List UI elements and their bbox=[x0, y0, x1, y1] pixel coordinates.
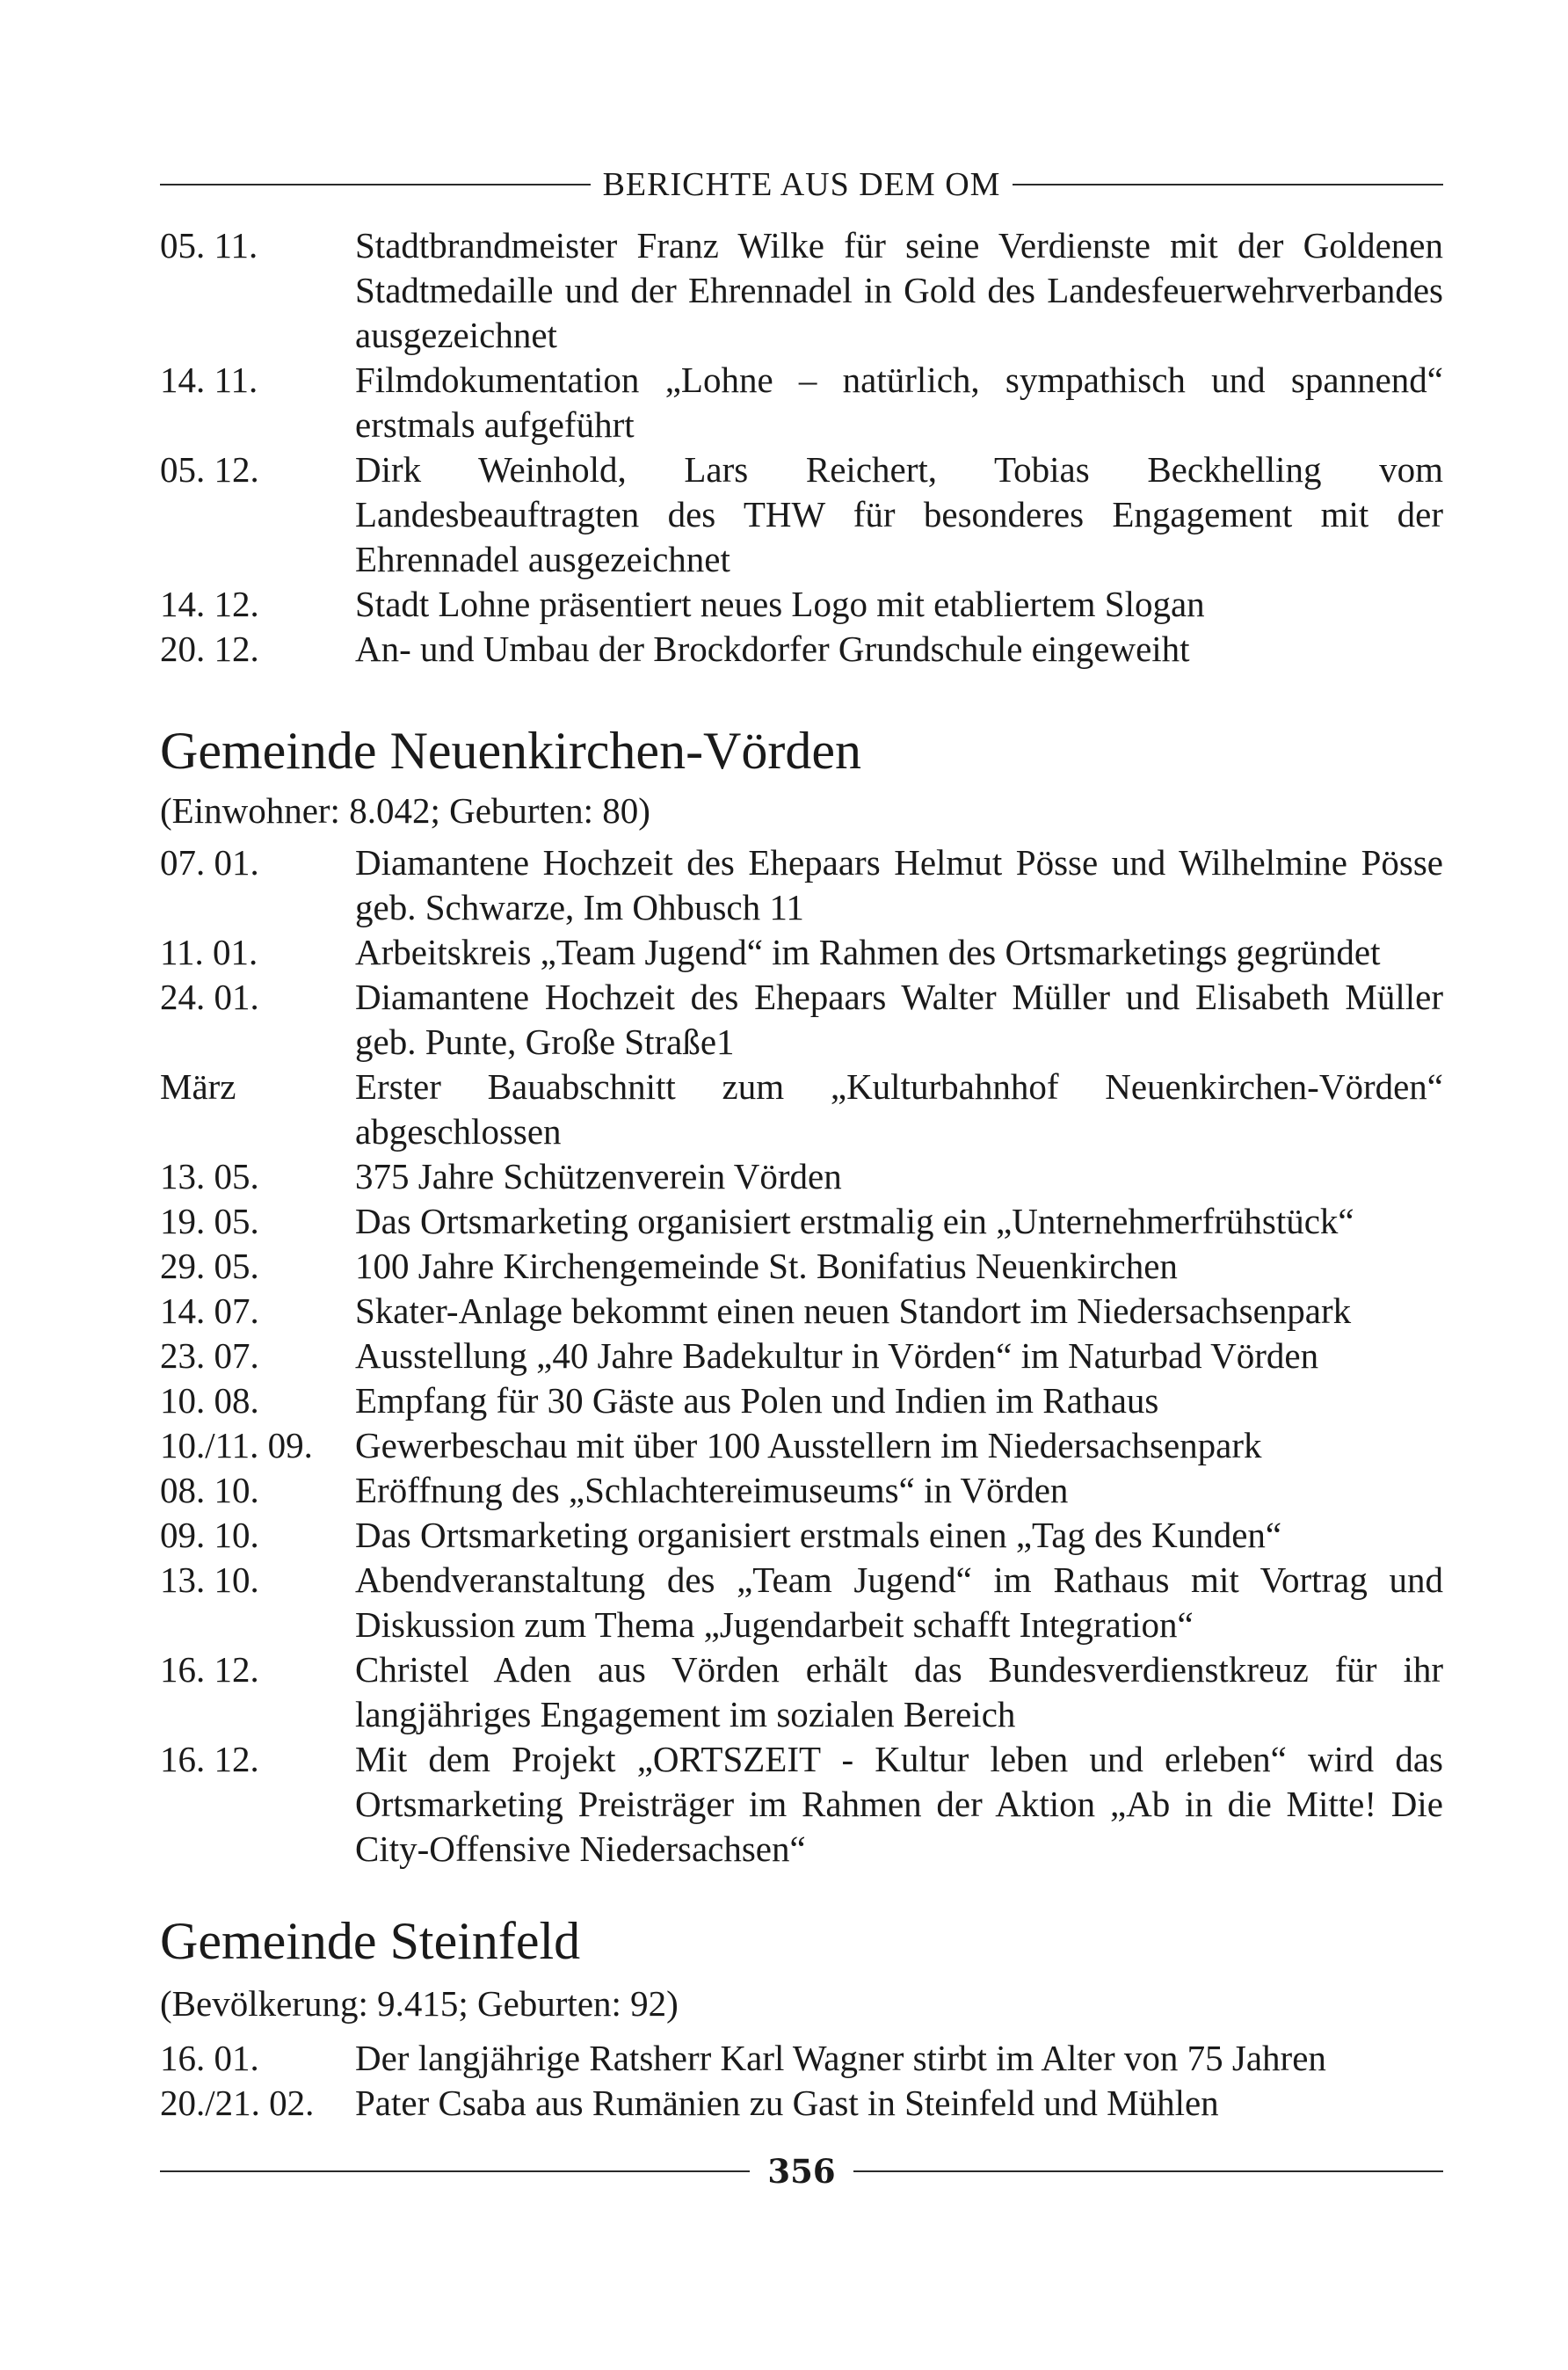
running-head-title: BERICHTE AUS DEM OM bbox=[602, 166, 1001, 203]
chronicle-entry bbox=[160, 1065, 1443, 1154]
entry-text: Der langjährige Ratsherr Karl Wagner stirbt im Alter von 75 Jahren bbox=[355, 2038, 1326, 2078]
chronicle-entry bbox=[160, 627, 1443, 672]
page-number: 356 bbox=[767, 2152, 836, 2191]
entry-text: Das Ortsmarketing organisiert erstmalig ein „Unternehmerfrühstück“ bbox=[355, 1201, 1354, 1241]
entry-text: Ausstellung „40 Jahre Badekultur in Vörden“ im Naturbad Vörden bbox=[355, 1335, 1319, 1376]
chronicle-entry bbox=[160, 1289, 1443, 1334]
chronicle-entry bbox=[160, 1468, 1443, 1513]
entry-text: Empfang für 30 Gäste aus Polen und Indien im Rathaus bbox=[355, 1380, 1159, 1421]
header-rule-left bbox=[160, 184, 591, 185]
entry-date: 05. 11. bbox=[160, 225, 258, 265]
entry-text: Diamantene Hochzeit des Ehepaars Helmut Pösse und Wilhelmine Pösse geb. Schwarze, Im Ohbusch 11 bbox=[355, 842, 1443, 927]
entry-date: 13. 10. bbox=[160, 1559, 259, 1600]
entry-text: Gewerbeschau mit über 100 Ausstellern im Niedersachsenpark bbox=[355, 1425, 1262, 1465]
chronicle-entry bbox=[160, 2081, 1443, 2126]
entry-text: Eröffnung des „Schlachtereimuseums“ in Vörden bbox=[355, 1470, 1069, 1510]
footer-rule-right bbox=[853, 2170, 1443, 2172]
entry-text: Arbeitskreis „Team Jugend“ im Rahmen des Ortsmarketings gegründet bbox=[355, 932, 1381, 972]
steinfeld-chronicle bbox=[160, 2036, 1443, 2126]
entry-date: 16. 12. bbox=[160, 1649, 259, 1690]
entry-text: Stadtbrandmeister Franz Wilke für seine Verdienste mit der Goldenen Stadtmedaille und der Ehrennadel in Gold des Landesfeuerwehrverbandes ausgezeichnet bbox=[355, 225, 1443, 355]
entry-text: Abendveranstaltung des „Team Jugend“ im Rathaus mit Vortrag und Diskussion zum Thema „Jugendarbeit schafft Integration“ bbox=[355, 1559, 1443, 1645]
entry-text: Filmdokumentation „Lohne – natürlich, sympathisch und spannend“ erstmals aufgeführt bbox=[355, 360, 1443, 445]
chronicle-entry bbox=[160, 1334, 1443, 1378]
section-subtitle-steinfeld: (Bevölkerung: 9.415; Geburten: 92) bbox=[160, 1983, 679, 2024]
chronicle-entry bbox=[160, 1244, 1443, 1289]
entry-date: 07. 01. bbox=[160, 842, 259, 883]
entry-date: 10./11. 09. bbox=[160, 1425, 313, 1465]
running-head bbox=[160, 158, 1443, 211]
chronicle-entry bbox=[160, 447, 1443, 582]
entry-text: Christel Aden aus Vörden erhält das Bundesverdienstkreuz für ihr langjähriges Engagement im sozialen Bereich bbox=[355, 1649, 1443, 1734]
chronicle-entry bbox=[160, 1378, 1443, 1423]
header-rule-right bbox=[1013, 184, 1443, 185]
entry-date: 11. 01. bbox=[160, 932, 258, 972]
top-chronicle bbox=[160, 223, 1443, 672]
chronicle-entry bbox=[160, 582, 1443, 627]
entry-date: 09. 10. bbox=[160, 1515, 259, 1555]
entry-date: 14. 11. bbox=[160, 360, 258, 400]
entry-date: 20./21. 02. bbox=[160, 2083, 315, 2123]
entry-text: Stadt Lohne präsentiert neues Logo mit etabliertem Slogan bbox=[355, 584, 1205, 624]
entry-date: März bbox=[160, 1066, 236, 1107]
entry-text: Mit dem Projekt „ORTSZEIT - Kultur leben und erleben“ wird das Ortsmarketing Preisträger im Rahmen der Aktion „Ab in die Mitte! Die City-Offensive Niedersachsen“ bbox=[355, 1739, 1443, 1869]
chronicle-entry bbox=[160, 1558, 1443, 1647]
chronicle-entry bbox=[160, 1423, 1443, 1468]
entry-date: 20. 12. bbox=[160, 629, 259, 669]
chronicle-entry bbox=[160, 930, 1443, 975]
entry-date: 14. 07. bbox=[160, 1290, 259, 1331]
neuenkirchen-chronicle bbox=[160, 840, 1443, 1872]
entry-text: Erster Bauabschnitt zum „Kulturbahnhof Neuenkirchen-Vörden“ abgeschlossen bbox=[355, 1066, 1443, 1152]
entry-text: Diamantene Hochzeit des Ehepaars Walter Müller und Elisabeth Müller geb. Punte, Große Straße1 bbox=[355, 977, 1443, 1062]
entry-text: 100 Jahre Kirchengemeinde St. Bonifatius Neuenkirchen bbox=[355, 1246, 1178, 1286]
entry-date: 05. 12. bbox=[160, 449, 259, 490]
entry-date: 08. 10. bbox=[160, 1470, 259, 1510]
entry-date: 19. 05. bbox=[160, 1201, 259, 1241]
chronicle-entry bbox=[160, 1154, 1443, 1199]
entry-text: Pater Csaba aus Rumänien zu Gast in Steinfeld und Mühlen bbox=[355, 2083, 1219, 2123]
page-footer bbox=[160, 2147, 1443, 2196]
entry-date: 23. 07. bbox=[160, 1335, 259, 1376]
chronicle-entry bbox=[160, 975, 1443, 1065]
entry-text: Das Ortsmarketing organisiert erstmals einen „Tag des Kunden“ bbox=[355, 1515, 1282, 1555]
entry-date: 16. 01. bbox=[160, 2038, 259, 2078]
footer-rule-left bbox=[160, 2170, 750, 2172]
entry-date: 16. 12. bbox=[160, 1739, 259, 1779]
chronicle-entry bbox=[160, 1513, 1443, 1558]
chronicle-entry bbox=[160, 1647, 1443, 1737]
chronicle-entry bbox=[160, 358, 1443, 447]
section-title-steinfeld: Gemeinde Steinfeld bbox=[160, 1912, 581, 1970]
section-title-neuenkirchen: Gemeinde Neuenkirchen-Vörden bbox=[160, 722, 861, 780]
entry-date: 29. 05. bbox=[160, 1246, 259, 1286]
entry-text: 375 Jahre Schützenverein Vörden bbox=[355, 1156, 842, 1196]
entry-text: An- und Umbau der Brockdorfer Grundschule eingeweiht bbox=[355, 629, 1190, 669]
entry-date: 24. 01. bbox=[160, 977, 259, 1017]
entry-text: Dirk Weinhold, Lars Reichert, Tobias Beckhelling vom Landesbeauftragten des THW für besonderes Engagement mit der Ehrennadel ausgezeichnet bbox=[355, 449, 1443, 579]
section-subtitle-neuenkirchen: (Einwohner: 8.042; Geburten: 80) bbox=[160, 790, 650, 831]
entry-date: 13. 05. bbox=[160, 1156, 259, 1196]
chronicle-entry bbox=[160, 1737, 1443, 1872]
chronicle-entry bbox=[160, 2036, 1443, 2081]
entry-date: 10. 08. bbox=[160, 1380, 259, 1421]
chronicle-entry bbox=[160, 223, 1443, 358]
entry-date: 14. 12. bbox=[160, 584, 259, 624]
chronicle-entry bbox=[160, 840, 1443, 930]
chronicle-entry bbox=[160, 1199, 1443, 1244]
entry-text: Skater-Anlage bekommt einen neuen Standort im Niedersachsenpark bbox=[355, 1290, 1352, 1331]
